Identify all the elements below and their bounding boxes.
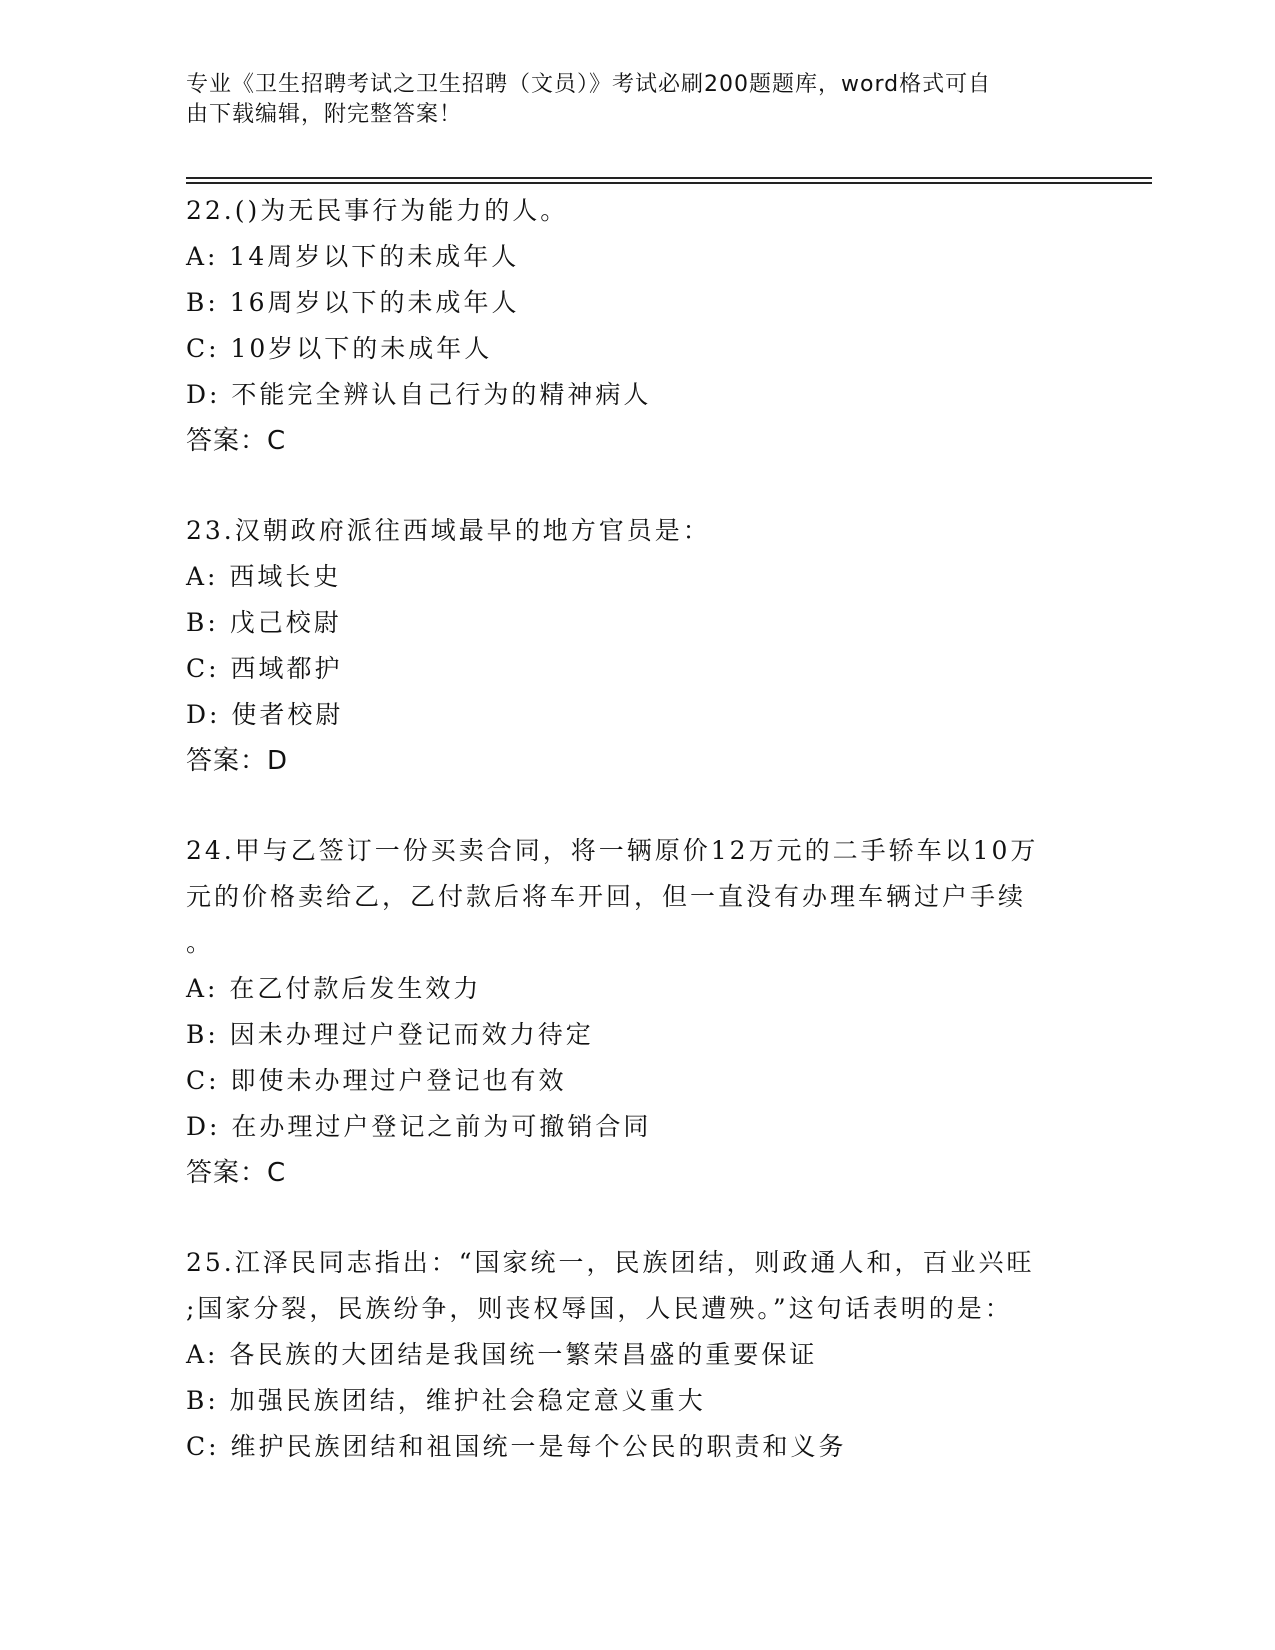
option-d: D: 不能完全辨认自己行为的精神病人 [186,380,652,409]
option-c: C: 即使未办理过户登记也有效 [186,1066,567,1095]
answer-line: 答案：C [186,426,287,456]
option-c: C: 10岁以下的未成年人 [186,334,493,363]
option-a: A: 西域长史 [186,562,342,591]
header-divider-top [186,177,1152,179]
option-b: B: 加强民族团结，维护社会稳定意义重大 [186,1386,706,1415]
answer-line: 答案：C [186,1158,287,1188]
answer-line: 答案：D [186,746,289,776]
option-a: A: 各民族的大团结是我国统一繁荣昌盛的重要保证 [186,1340,818,1369]
option-d: D: 使者校尉 [186,700,344,729]
question-22 [186,188,1086,464]
option-b: B: 戊己校尉 [186,608,342,637]
question-stem: 22.()为无民事行为能力的人。 [186,196,569,225]
option-b: B: 因未办理过户登记而效力待定 [186,1020,594,1049]
question-stem: 24.甲与乙签订一份买卖合同，将一辆原价12万元的二手轿车以10万 元的价格卖给乙，乙付款后将车开回，但一直没有办理车辆过户手续 。 [186,836,1039,957]
option-a: A: 14周岁以下的未成年人 [186,242,520,271]
question-stem: 23.汉朝政府派往西域最早的地方官员是： [186,516,711,545]
option-d: D: 在办理过户登记之前为可撤销合同 [186,1112,652,1141]
header-line-2: 由下载编辑，附完整答案！ [186,102,463,127]
option-a: A: 在乙付款后发生效力 [186,974,482,1003]
option-b: B: 16周岁以下的未成年人 [186,288,520,317]
option-c: C: 维护民族团结和祖国统一是每个公民的职责和义务 [186,1432,847,1461]
question-24 [186,828,1086,1196]
question-list [186,188,1086,1484]
header-line-1: 专业《卫生招聘考试之卫生招聘（文员）》考试必刷200题题库，word格式可自 [186,72,992,97]
option-c: C: 西域都护 [186,654,343,683]
question-stem: 25.江泽民同志指出：“国家统一，民族团结，则政通人和，百业兴旺 ;国家分裂，民族纷争，则丧权辱国，人民遭殃。”这句话表明的是： [186,1248,1035,1323]
document-header [186,70,1066,130]
question-23 [186,508,1086,784]
header-divider-bottom [186,182,1152,184]
question-25 [186,1240,1086,1470]
